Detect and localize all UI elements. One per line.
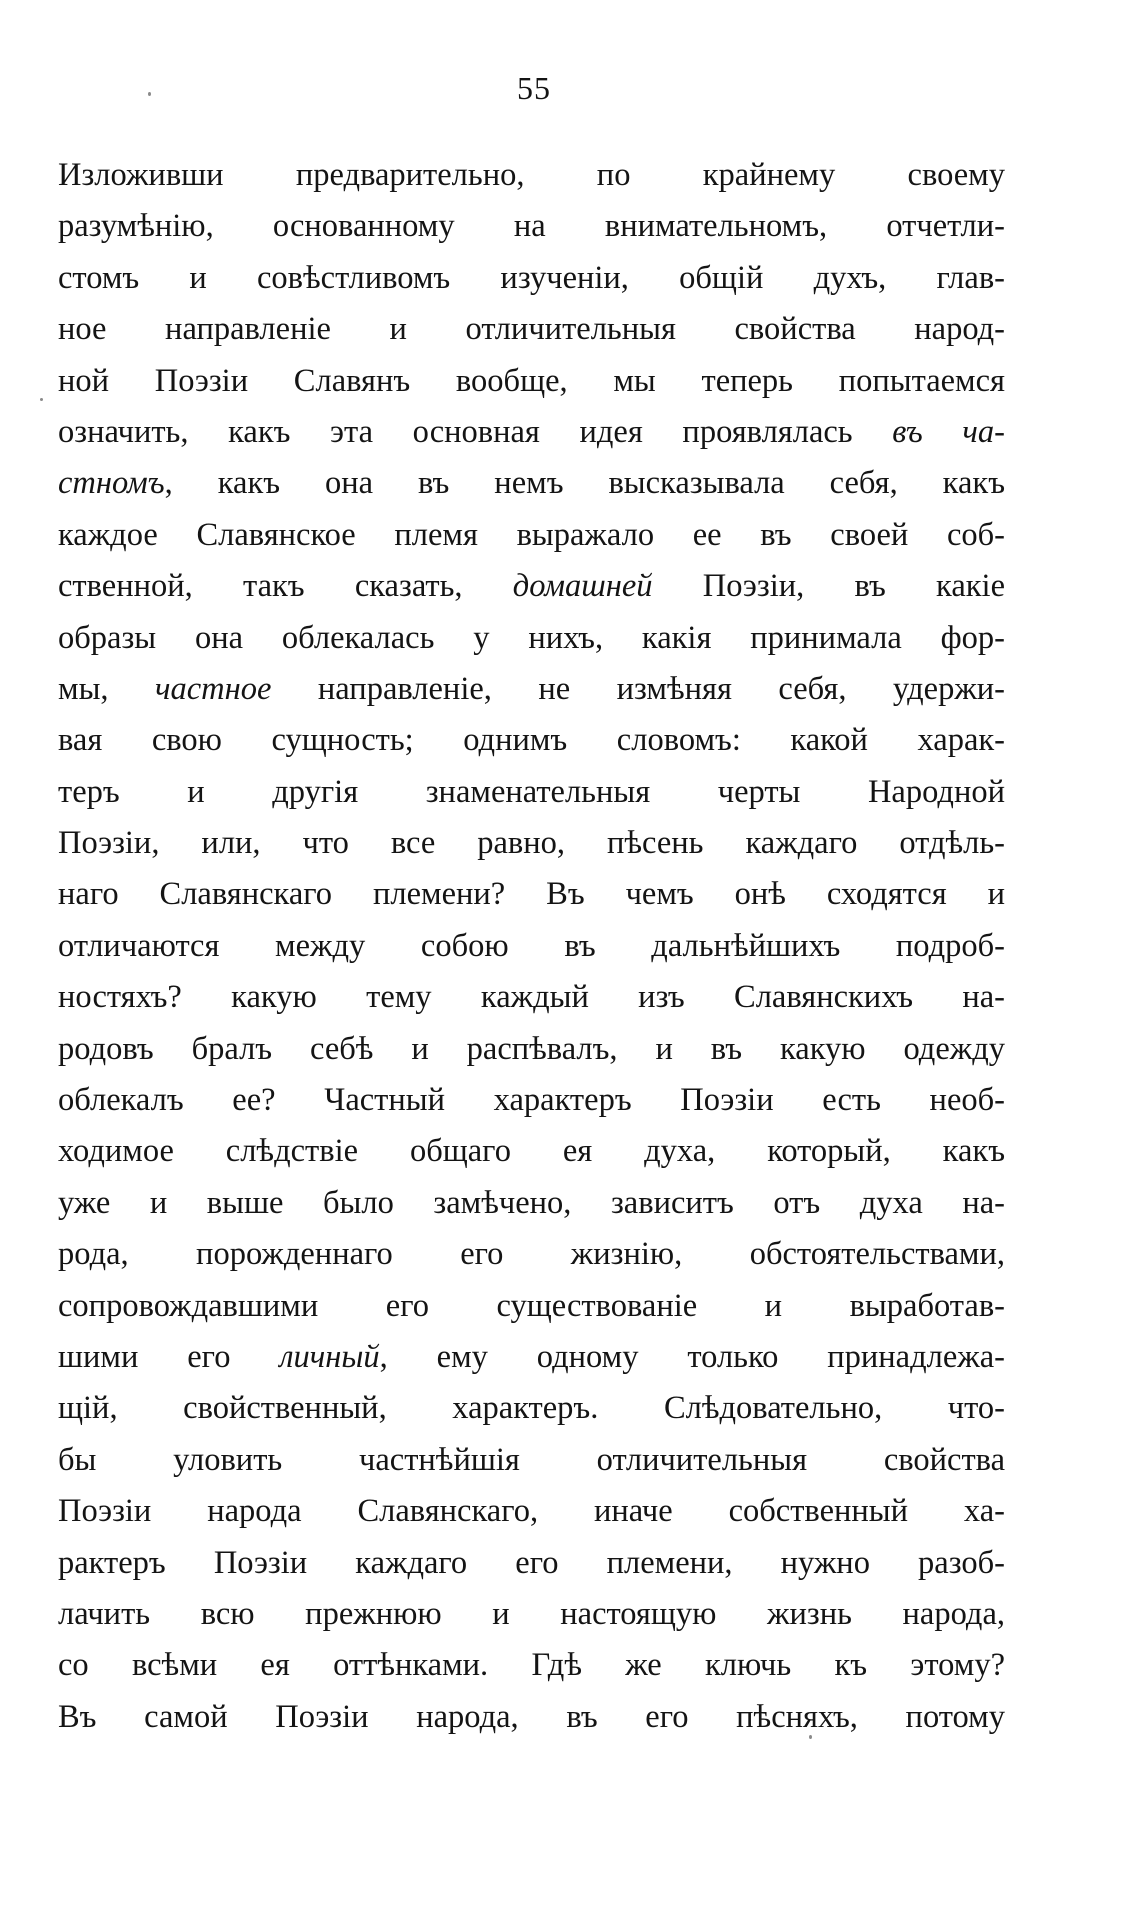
text-segment: каждое Славянское племя выражало ее въ своей соб- xyxy=(58,516,1005,553)
text-segment: лачить всю прежнюю и настоящую жизнь народа, xyxy=(58,1595,1005,1632)
text-line xyxy=(58,1383,1005,1434)
text-segment: означить, какъ эта основная идея проявлялась xyxy=(58,413,893,450)
text-segment: направленіе, не измѣняя себя, удержи- xyxy=(271,670,1005,707)
text-line xyxy=(58,1486,1005,1537)
text-segment: ственной, такъ сказать, xyxy=(58,568,513,605)
text-segment: Въ самой Поэзіи народа, въ его пѣсняхъ, потому xyxy=(58,1698,1005,1735)
text-segment: Поэзіи, или, что все равно, пѣсень каждаго отдѣль- xyxy=(58,825,1005,862)
text-segment: бы уловить частнѣйшія отличительныя свойства xyxy=(58,1441,1005,1478)
text-line xyxy=(58,1075,1005,1126)
text-segment: разумѣнію, основанному на внимательномъ, отчетли- xyxy=(58,208,1005,245)
text-segment: мы, xyxy=(58,670,155,707)
text-line xyxy=(58,304,1005,355)
text-segment: образы она облекалась у нихъ, какія принимала фор- xyxy=(58,619,1005,656)
text-line xyxy=(58,613,1005,664)
text-line xyxy=(58,869,1005,920)
text-line xyxy=(58,253,1005,304)
text-segment: ное направленіе и отличительныя свойства народ- xyxy=(58,311,1005,348)
text-line xyxy=(58,1281,1005,1332)
scan-speck xyxy=(809,1735,812,1739)
text-line xyxy=(58,407,1005,458)
scan-speck xyxy=(40,398,43,401)
text-segment: рода, порожденнаго его жизнію, обстоятельствами, xyxy=(58,1236,1005,1273)
text-line xyxy=(58,1640,1005,1691)
text-line xyxy=(58,356,1005,407)
text-line xyxy=(58,1024,1005,1075)
italic-text-segment: домашней xyxy=(512,568,653,605)
text-line xyxy=(58,664,1005,715)
italic-text-segment: частное xyxy=(155,670,272,707)
text-line xyxy=(58,561,1005,612)
text-line xyxy=(58,1178,1005,1229)
text-segment: со всѣми ея оттѣнками. Гдѣ же ключь къ этому? xyxy=(58,1647,1005,1684)
text-segment: облекалъ ее? Частный характеръ Поэзіи есть необ- xyxy=(58,1082,1005,1119)
text-line xyxy=(58,458,1005,509)
italic-text-segment: въ ча- xyxy=(892,413,1005,450)
text-segment: вая свою сущность; однимъ словомъ: какой харак- xyxy=(58,722,1005,759)
text-segment: шими его xyxy=(58,1338,280,1375)
text-line xyxy=(58,510,1005,561)
text-line xyxy=(58,921,1005,972)
text-line xyxy=(58,818,1005,869)
text-line xyxy=(58,972,1005,1023)
scan-speck xyxy=(148,92,151,96)
text-segment: родовъ бралъ себѣ и распѣвалъ, и въ какую одежду xyxy=(58,1030,1005,1067)
text-segment: теръ и другія знаменательныя черты Народной xyxy=(58,773,1005,810)
text-segment: сопровождавшими его существованіе и выработав- xyxy=(58,1287,1005,1324)
text-segment: отличаются между собою въ дальнѣйшихъ подроб- xyxy=(58,927,1005,964)
text-segment: Поэзіи народа Славянскаго, иначе собственный ха- xyxy=(58,1493,1005,1530)
text-line xyxy=(58,1538,1005,1589)
text-line xyxy=(58,1435,1005,1486)
text-segment: ностяхъ? какую тему каждый изъ Славянскихъ на- xyxy=(58,979,1005,1016)
text-line xyxy=(58,1589,1005,1640)
text-segment: щій, свойственный, характеръ. Слѣдовательно, что- xyxy=(58,1390,1005,1427)
text-line xyxy=(58,715,1005,766)
text-segment: ходимое слѣдствіе общаго ея духа, который, какъ xyxy=(58,1133,1005,1170)
page-number: 55 xyxy=(517,70,551,106)
text-segment: , какъ она въ немъ высказывала себя, какъ xyxy=(164,465,1005,502)
text-line xyxy=(58,767,1005,818)
text-line xyxy=(58,201,1005,252)
text-segment: рактеръ Поэзіи каждаго его племени, нужно разоб- xyxy=(58,1544,1005,1581)
text-segment: стомъ и совѣстливомъ изученіи, общій духъ, глав- xyxy=(58,259,1005,296)
text-segment: наго Славянскаго племени? Въ чемъ онѣ сходятся и xyxy=(58,876,1005,913)
text-line xyxy=(58,1126,1005,1177)
italic-text-segment: стномъ xyxy=(58,465,165,502)
text-line xyxy=(58,1229,1005,1280)
text-segment: ной Поэзіи Славянъ вообще, мы теперь попытаемся xyxy=(58,362,1005,399)
text-segment: , ему одному только принадлежа- xyxy=(379,1338,1005,1375)
text-line xyxy=(58,1692,1005,1743)
text-line xyxy=(58,150,1005,201)
text-segment: Поэзіи, въ какіе xyxy=(652,568,1005,605)
text-segment: уже и выше было замѣчено, зависитъ отъ духа на- xyxy=(58,1184,1005,1221)
text-line xyxy=(58,1332,1005,1383)
text-segment: Изложивши предварительно, по крайнему своему xyxy=(58,157,1005,193)
body-text xyxy=(58,150,1005,1743)
italic-text-segment: личный xyxy=(279,1338,380,1375)
